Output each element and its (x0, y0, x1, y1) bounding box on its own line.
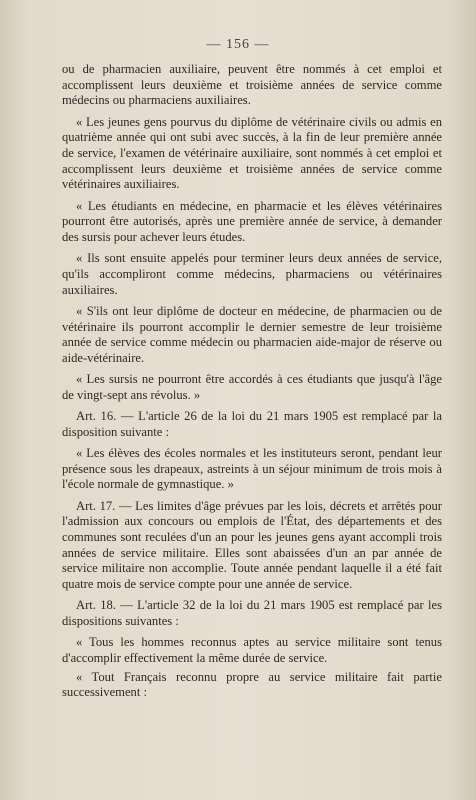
paragraph-6: « Les sursis ne pourront être accordés à ces étudiants que jusqu'à l'âge de vingt-sept ans révolus. » (62, 372, 442, 402)
paragraph-8: « Les élèves des écoles normales et les instituteurs seront, pendant leur présence sous les drapeaux, astreints à un séjour minimum de trois mois à l'école normale de gymnastique. » (62, 445, 442, 492)
paragraph-5: « S'ils ont leur diplôme de docteur en médecine, de pharmacien ou de vétérinaire ils pourront accomplir le dernier semestre de leur troisième année de service comme médecin ou pharmacien aide-major de réserve ou aide-vétérinaire. (62, 303, 442, 365)
paragraph-12: « Tout Français reconnu propre au service militaire fait partie successivement : (62, 669, 442, 700)
page-number: — 156 — (206, 37, 270, 52)
paragraph-3: « Les étudiants en médecine, en pharmacie et les élèves vétérinaires pourront être autorisés, après une première année de service, à demander des sursis pour achever leurs études. (62, 198, 442, 245)
article-17: Art. 17. — Les limites d'âge prévues par les lois, décrets et arrêtés pour l'admission aux concours ou emplois de l'État, des départements et des communes sont reculées d'un an pour les jeunes gens ayant accompli trois années de service militaire. Elles sont abaissées d'un an par année de service militaire non accomplie. Toute année pendant laquelle il a été fait quatre mois de service compte pour une année de service. (62, 498, 442, 592)
paragraph-2: « Les jeunes gens pourvus du diplôme de vétérinaire civils ou admis en quatrième année qui ont subi avec succès, à la fin de leur première année de service, l'examen de vétérinaire auxiliaire, sont nommés à cet emploi et accomplissent leurs deuxième et troisième années de service comme vétérinaires auxiliaires. (62, 114, 442, 192)
body-text (62, 62, 442, 707)
paragraph-1: ou de pharmacien auxiliaire, peuvent être nommés à cet emploi et accomplissent leurs deuxième et troisième années de service comme médecins ou pharmaciens auxiliaires. (62, 62, 442, 108)
paragraph-11: « Tous les hommes reconnus aptes au service militaire sont tenus d'accomplir effectivement la même durée de service. (62, 635, 442, 665)
article-18-heading: Art. 18. — L'article 32 de la loi du 21 mars 1905 est remplacé par les dispositions suivantes : (62, 598, 442, 628)
article-16-heading: Art. 16. — L'article 26 de la loi du 21 mars 1905 est remplacé par la disposition suivante : (62, 409, 442, 439)
paragraph-4: « Ils sont ensuite appelés pour terminer leurs deux années de service, qu'ils accompliront comme médecins, pharmaciens ou vétérinaires auxiliaires. (62, 251, 442, 297)
